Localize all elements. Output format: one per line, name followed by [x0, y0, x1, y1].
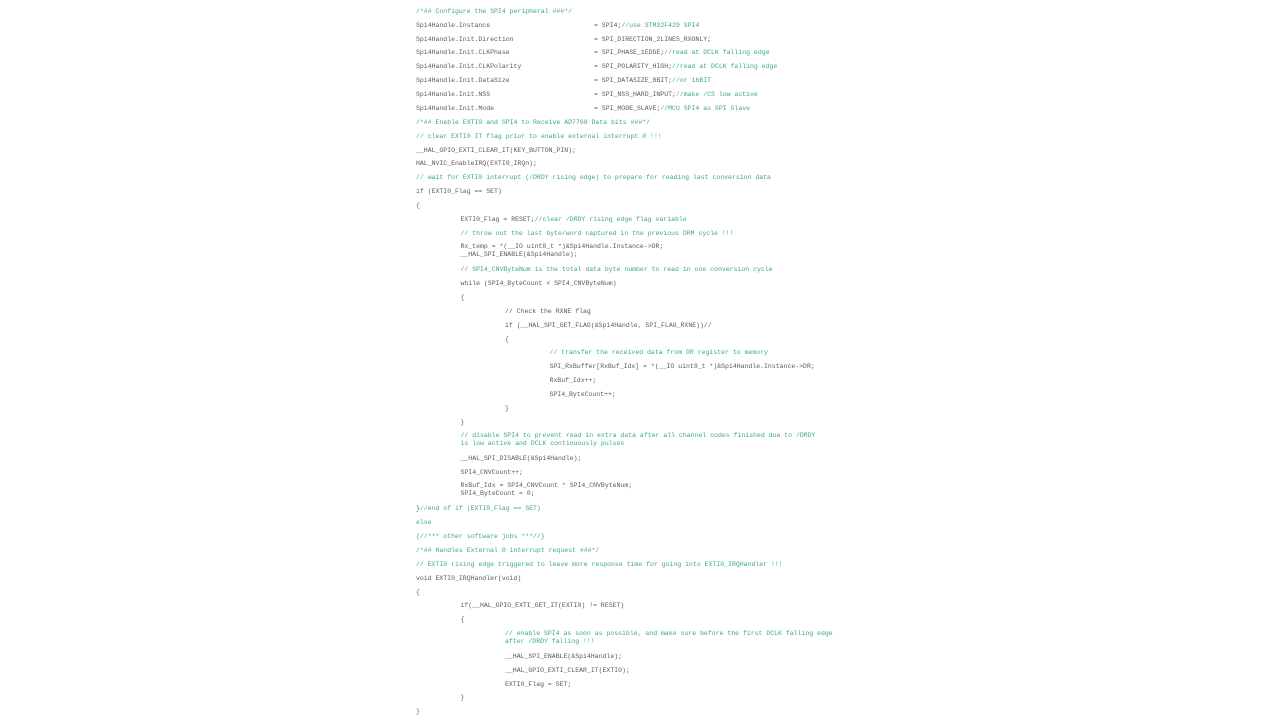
code-text: = SPI_PHASE_1EDGE;: [594, 49, 665, 56]
code-assignment: [594, 63, 777, 71]
code-line: [416, 519, 432, 527]
code-text: }: [505, 405, 509, 412]
code-comment: // EXTI0 rising edge triggered to leave more response time for going into EXTI0_IRQHandler !!!: [416, 561, 783, 568]
code-identifier: Spi4Handle.Init.NSS: [416, 91, 491, 98]
code-comment: //read at DCLK falling edge: [672, 63, 778, 70]
code-comment: //use STM32F429 SPI4: [621, 22, 700, 29]
code-assignment: [594, 22, 699, 30]
code-comment: //read at DCLK falling edge: [664, 49, 770, 56]
code-line: [550, 349, 768, 357]
code-comment: //end of if (EXTI0_Flag == SET): [419, 505, 541, 512]
code-text: __HAL_GPIO_EXTI_CLEAR_IT(KEY_BUTTON_PIN);: [416, 147, 576, 154]
code-text: {: [416, 589, 420, 596]
code-line: [461, 280, 617, 288]
code-line: [416, 547, 599, 555]
code-comment: // enable SPI4 as soon as possible, and make sure before the first DCLK falling edge: [505, 630, 833, 637]
code-comment: // disable SPI4 to prevent read in extra data after all channel codes finished due to /DRDY: [460, 432, 816, 439]
code-text: HAL_NVIC_EnableIRQ(EXTI0_IRQn);: [416, 160, 537, 167]
code-line: [505, 308, 591, 316]
code-text: SPI4_CNVCount++;: [460, 469, 523, 476]
code-line: [461, 266, 773, 274]
code-text: }: [416, 708, 420, 715]
code-line: [416, 77, 510, 85]
code-comment: // clear EXTI0 IT flag prior to enable external interrupt 0 !!!: [416, 133, 662, 140]
code-line: [416, 188, 502, 196]
code-text: }: [416, 505, 420, 512]
code-line-continuation: [461, 251, 578, 259]
code-line: [416, 202, 420, 210]
code-line: [416, 133, 662, 141]
code-line: [505, 653, 622, 661]
code-line: [416, 63, 521, 71]
code-line: [550, 391, 616, 399]
code-line: [416, 561, 783, 569]
code-comment: /*## Enable EXTI0 and SPI4 to Receive AD7768 Data bits ###*/: [416, 119, 651, 126]
code-line: [416, 22, 490, 30]
code-line: [461, 455, 582, 463]
code-comment: after /DRDY falling !!!: [505, 638, 595, 645]
code-text: void EXTI0_IRQHandler(void): [416, 575, 522, 582]
code-line: [505, 667, 630, 675]
code-text: }: [460, 419, 465, 426]
code-line: [505, 630, 833, 638]
code-comment: //clear /DRDY rising edge flag variable: [534, 216, 687, 223]
code-assignment: [594, 105, 750, 113]
code-comment: // SPI4_CNVByteNum is the total data byte number to read in one conversion cycle: [460, 266, 773, 273]
code-line: [461, 694, 465, 702]
code-line: [461, 482, 633, 490]
code-assignment: [594, 49, 770, 57]
code-text: __HAL_GPIO_EXTI_CLEAR_IT(EXTI0);: [505, 667, 630, 674]
code-identifier: Spi4Handle.Init.CLKPolarity: [416, 63, 522, 70]
code-text: // Check the RXNE flag: [505, 308, 591, 315]
code-text: __HAL_SPI_DISABLE(&Spi4Handle);: [460, 455, 582, 462]
code-line: [550, 377, 597, 385]
code-text: {: [416, 202, 420, 209]
code-line: [416, 589, 420, 597]
code-comment: //MCU SPI4 as SPI Slave: [660, 105, 751, 112]
code-line: [416, 174, 771, 182]
code-text: = SPI_DIRECTION_2LINES_RXONLY;: [594, 36, 712, 43]
code-text: = SPI_MODE_SLAVE;: [594, 105, 661, 112]
code-line: [416, 91, 490, 99]
code-line: [416, 119, 650, 127]
code-identifier: Spi4Handle.Init.Mode: [416, 105, 495, 112]
code-line: [461, 616, 465, 624]
code-line: [416, 8, 572, 16]
code-text: __HAL_SPI_ENABLE(&Spi4Handle);: [505, 653, 623, 660]
code-text: = SPI_POLARITY_HIGH;: [594, 63, 673, 70]
code-line: [416, 160, 537, 168]
code-text: RxBuf_Idx++;: [549, 377, 597, 384]
code-text: {: [505, 336, 509, 343]
code-line-continuation: [461, 490, 535, 498]
code-text: SPI4_ByteCount++;: [549, 391, 616, 398]
code-text: {: [460, 294, 465, 301]
code-line: [461, 602, 625, 610]
code-line: [461, 432, 816, 440]
code-text: }: [460, 694, 465, 701]
code-line: [505, 681, 571, 689]
code-comment: /*## Configure the SPI4 peripheral ###*/: [416, 8, 573, 15]
code-line: [461, 294, 465, 302]
code-comment: is low active and DCLK continuously pulses: [460, 440, 625, 447]
code-text: = SPI_DATASIZE_8BIT;: [594, 77, 673, 84]
code-line: [505, 336, 509, 344]
code-comment: // transfer the received data from DR register to memory: [549, 349, 768, 356]
code-line: [416, 36, 514, 44]
code-line: [416, 147, 576, 155]
code-line: [505, 322, 712, 330]
code-text: SPI_RxBuffer[RxBuf_Idx] = *(__IO uint8_t *)&Spi4Handle.Instance->DR;: [549, 363, 815, 370]
code-text: EXTI0_Flag = SET;: [505, 681, 572, 688]
code-line: [461, 230, 734, 238]
code-line: [416, 49, 510, 57]
code-text: = SPI_NSS_HARD_INPUT;: [594, 91, 676, 98]
code-line: [461, 419, 465, 427]
code-line: [416, 708, 420, 716]
code-line: [416, 105, 494, 113]
code-line: [416, 575, 521, 583]
code-comment: // wait for EXTI0 interrupt (/DRDY rising edge) to prepare for reading last conversion data: [416, 174, 771, 181]
code-assignment: [594, 77, 711, 85]
code-text: if (EXTI0_Flag == SET): [416, 188, 502, 195]
code-line: [461, 216, 687, 224]
code-comment: //or 16BIT: [672, 77, 712, 84]
code-identifier: Spi4Handle.Instance: [416, 22, 491, 29]
code-text: __HAL_SPI_ENABLE(&Spi4Handle);: [460, 251, 578, 258]
code-text: = SPI4;: [594, 22, 622, 29]
code-line: [461, 469, 523, 477]
code-line: [416, 505, 541, 513]
code-line-continuation: [505, 638, 595, 646]
code-text: while (SPI4_ByteCount < SPI4_CNVByteNum): [460, 280, 617, 287]
code-text: if(__HAL_GPIO_EXTI_GET_IT(EXTI0) != RESET): [460, 602, 625, 609]
code-comment: // throw out the last byte/word captured in the previous DRM cycle !!!: [460, 230, 734, 237]
code-line-continuation: [461, 440, 625, 448]
code-text: {: [460, 616, 465, 623]
code-assignment: [594, 91, 758, 99]
code-text: EXTI0_Flag = RESET;: [460, 216, 535, 223]
code-comment: else: [416, 519, 432, 526]
code-line: [505, 405, 509, 413]
code-identifier: Spi4Handle.Init.Direction: [416, 36, 514, 43]
code-assignment: [594, 36, 711, 44]
code-line: [416, 533, 545, 541]
code-line: [550, 363, 815, 371]
code-line: [461, 243, 664, 251]
code-identifier: Spi4Handle.Init.CLKPhase: [416, 49, 510, 56]
code-comment: /*## Handles External 0 interrupt request ###*/: [416, 547, 600, 554]
code-text: SPI4_ByteCount = 0;: [460, 490, 535, 497]
code-text: Rx_temp = *(__IO uint8_t *)&Spi4Handle.Instance->DR;: [460, 243, 664, 250]
code-comment: //make /CS low active: [675, 91, 758, 98]
code-text: RxBuf_Idx = SPI4_CNVCount * SPI4_CNVByteNum;: [460, 482, 633, 489]
code-identifier: Spi4Handle.Init.DataSize: [416, 77, 510, 84]
code-text: if (__HAL_SPI_GET_FLAG(&Spi4Handle, SPI_FLAG_RXNE))//: [505, 322, 712, 329]
code-comment: {//*** other software jobs ***//}: [416, 533, 545, 540]
